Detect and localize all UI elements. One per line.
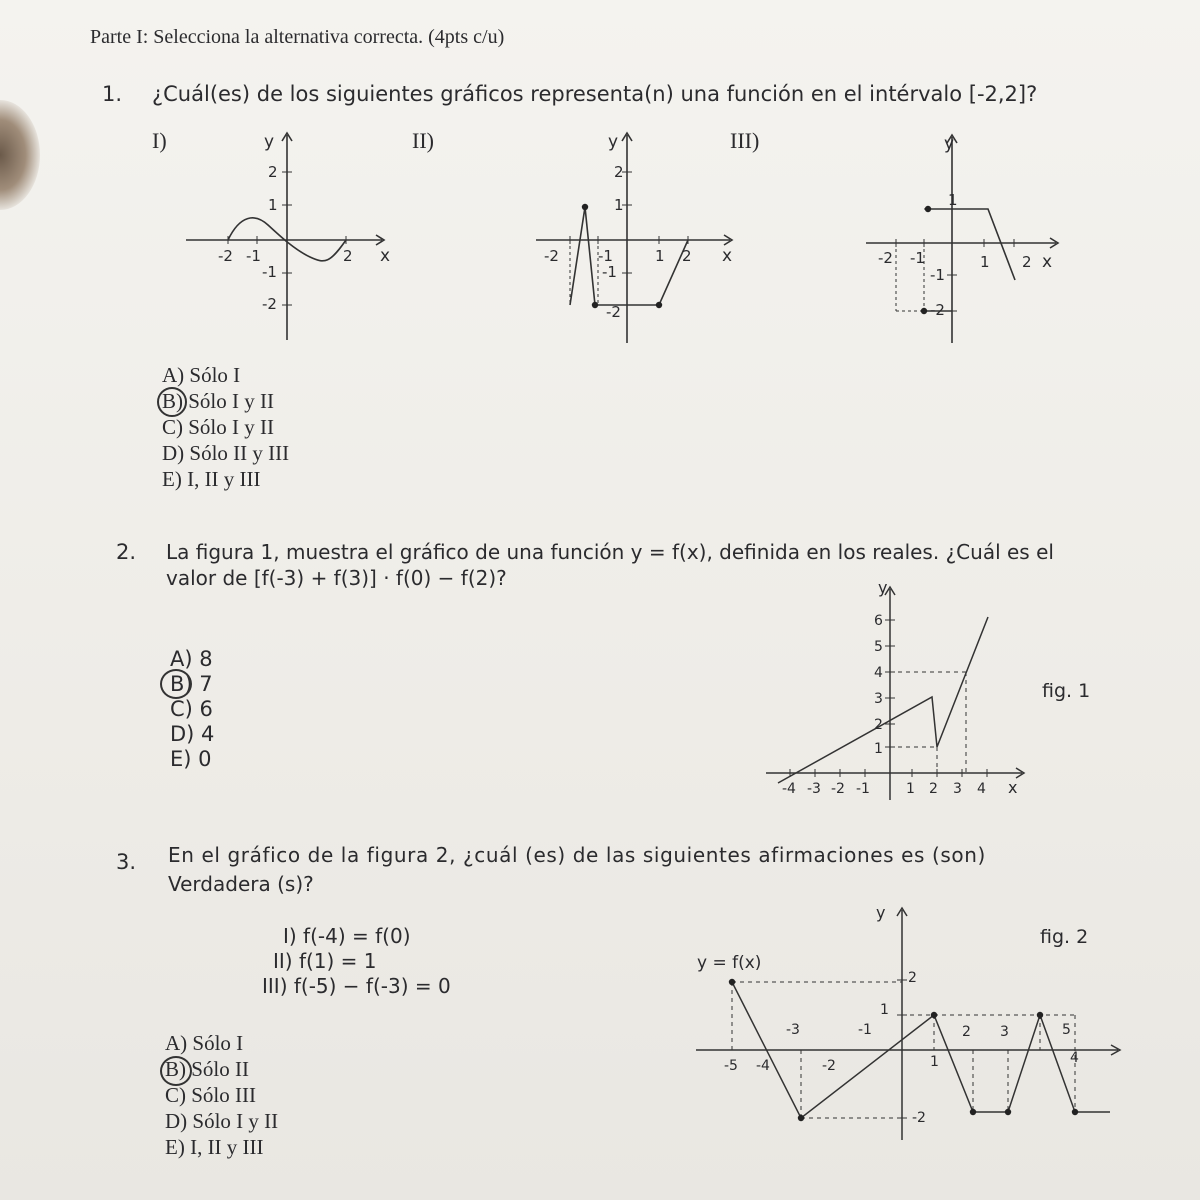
q3-option-e[interactable]: E) I, II y III bbox=[165, 1135, 264, 1159]
f2-ytick-neg2: -2 bbox=[912, 1110, 926, 1126]
f1-y-label: y bbox=[878, 578, 888, 597]
f2-xtick-5: 5 bbox=[1062, 1022, 1071, 1038]
q1-number: 1. bbox=[102, 82, 123, 106]
q1-graph-label-2: II) bbox=[412, 128, 434, 153]
q2-option-d[interactable]: D) 4 bbox=[170, 722, 215, 746]
figure-1 bbox=[760, 575, 1040, 805]
q2-line2: valor de [f(-3) + f(3)] · f(0) − f(2)? bbox=[166, 566, 507, 590]
q1-graph-label-1: I) bbox=[152, 128, 167, 153]
g2-x-label: x bbox=[722, 246, 733, 266]
q1-graph-label-3: III) bbox=[730, 128, 760, 153]
g3-xtick-neg1: -1 bbox=[910, 249, 925, 267]
q3-option-a[interactable]: A) Sólo I bbox=[165, 1031, 244, 1055]
f2-ytick-1: 1 bbox=[880, 1002, 889, 1018]
f1-xtick-neg4: -4 bbox=[782, 781, 796, 797]
q2-option-c[interactable]: C) 6 bbox=[170, 697, 213, 721]
f1-ytick-4: 4 bbox=[874, 665, 883, 681]
q2-option-a[interactable]: A) 8 bbox=[170, 647, 213, 671]
f1-ytick-5: 5 bbox=[874, 639, 883, 655]
g2-ytick-1: 1 bbox=[614, 196, 624, 214]
q3-statement-3: III) f(-5) − f(-3) = 0 bbox=[262, 974, 451, 998]
g2-xtick-1: 1 bbox=[655, 247, 665, 265]
figure-2 bbox=[690, 900, 1130, 1145]
g3-ytick-neg1: -1 bbox=[930, 266, 945, 284]
q3-number: 3. bbox=[116, 850, 137, 874]
f1-ytick-3: 3 bbox=[874, 691, 883, 707]
q3-statement-1: I) f(-4) = f(0) bbox=[283, 924, 411, 948]
g3-ytick-neg2: -2 bbox=[930, 301, 945, 319]
q3-answer-circle bbox=[160, 1056, 192, 1086]
f2-xtick-neg2: -2 bbox=[822, 1058, 836, 1074]
g1-xtick-neg1: -1 bbox=[246, 247, 261, 265]
g3-xtick-neg2: -2 bbox=[878, 249, 893, 267]
f1-xtick-3: 3 bbox=[953, 781, 962, 797]
q1-option-c[interactable]: C) Sólo I y II bbox=[162, 415, 274, 439]
q1-answer-circle bbox=[157, 387, 187, 417]
f2-xtick-1: 1 bbox=[930, 1054, 939, 1070]
g3-xtick-1: 1 bbox=[980, 253, 990, 271]
f1-ytick-1: 1 bbox=[874, 741, 883, 757]
g3-ytick-1: 1 bbox=[948, 191, 958, 209]
g1-ytick-neg1: -1 bbox=[262, 263, 277, 281]
q2-number: 2. bbox=[116, 540, 137, 564]
q3-line1: En el gráfico de la figura 2, ¿cuál (es) de las siguientes afirmaciones es (son) bbox=[168, 843, 986, 867]
f2-xtick-neg5: -5 bbox=[724, 1058, 738, 1074]
g2-xtick-neg1: -1 bbox=[598, 247, 613, 265]
q3-option-d[interactable]: D) Sólo I y II bbox=[165, 1109, 279, 1133]
f2-xtick-4: 4 bbox=[1070, 1050, 1079, 1066]
q3-option-b[interactable]: B) Sólo II bbox=[165, 1057, 249, 1081]
q2-answer-circle bbox=[160, 669, 192, 699]
f1-ytick-2: 2 bbox=[874, 717, 883, 733]
q1-option-b[interactable]: B) Sólo I y II bbox=[162, 389, 274, 413]
f2-y-label: y bbox=[876, 903, 886, 922]
g3-x-label: x bbox=[1042, 252, 1053, 272]
f2-xtick-neg3: -3 bbox=[786, 1022, 800, 1038]
g2-ytick-2: 2 bbox=[614, 163, 624, 181]
g1-xtick-2: 2 bbox=[343, 247, 353, 265]
g1-xtick-neg2: -2 bbox=[218, 247, 233, 265]
f2-ytick-2: 2 bbox=[908, 970, 917, 986]
section-header: Parte I: Selecciona la alternativa correcta. (4pts c/u) bbox=[90, 26, 505, 48]
g2-ytick-neg1: -1 bbox=[602, 263, 617, 281]
fig1-label: fig. 1 bbox=[1042, 680, 1091, 702]
f1-ytick-6: 6 bbox=[874, 613, 883, 629]
q3-line2: Verdadera (s)? bbox=[168, 872, 314, 896]
g1-y-label: y bbox=[264, 132, 275, 152]
g1-x-label: x bbox=[380, 246, 391, 266]
f2-xtick-neg4: -4 bbox=[756, 1058, 770, 1074]
q2-option-e[interactable]: E) 0 bbox=[170, 747, 212, 771]
fig2-function-label: y = f(x) bbox=[697, 953, 762, 973]
f2-xtick-2: 2 bbox=[962, 1024, 971, 1040]
q1-option-e[interactable]: E) I, II y III bbox=[162, 467, 261, 491]
graph-2 bbox=[530, 125, 750, 350]
g2-xtick-neg2: -2 bbox=[544, 247, 559, 265]
f1-x-label: x bbox=[1008, 778, 1018, 797]
f2-xtick-neg1: -1 bbox=[858, 1022, 872, 1038]
graph-3 bbox=[860, 125, 1070, 350]
g1-ytick-2: 2 bbox=[268, 163, 278, 181]
g3-xtick-2: 2 bbox=[1022, 253, 1032, 271]
q1-option-a[interactable]: A) Sólo I bbox=[162, 363, 241, 387]
q2-line1: La figura 1, muestra el gráfico de una función y = f(x), definida en los reales. ¿Cuál es el bbox=[166, 540, 1054, 564]
f1-xtick-neg3: -3 bbox=[807, 781, 821, 797]
graph-1 bbox=[180, 125, 400, 345]
f1-xtick-1: 1 bbox=[906, 781, 915, 797]
f1-xtick-neg2: -2 bbox=[831, 781, 845, 797]
g2-ytick-neg2: -2 bbox=[606, 303, 621, 321]
g2-xtick-2: 2 bbox=[682, 247, 692, 265]
q1-option-d[interactable]: D) Sólo II y III bbox=[162, 441, 290, 465]
fig2-label: fig. 2 bbox=[1040, 926, 1089, 948]
q3-statement-2: II) f(1) = 1 bbox=[273, 949, 377, 973]
q1-text: ¿Cuál(es) de los siguientes gráficos representa(n) una función en el intérvalo [-2,2]? bbox=[152, 82, 1038, 106]
g1-ytick-neg2: -2 bbox=[262, 295, 277, 313]
g1-ytick-1: 1 bbox=[268, 196, 278, 214]
f1-xtick-2: 2 bbox=[929, 781, 938, 797]
f1-xtick-neg1: -1 bbox=[856, 781, 870, 797]
f2-xtick-3: 3 bbox=[1000, 1024, 1009, 1040]
g2-y-label: y bbox=[608, 132, 619, 152]
q3-option-c[interactable]: C) Sólo III bbox=[165, 1083, 256, 1107]
g3-y-label: y bbox=[944, 134, 955, 154]
q2-option-b[interactable]: B) 7 bbox=[170, 672, 213, 696]
f1-xtick-4: 4 bbox=[977, 781, 986, 797]
